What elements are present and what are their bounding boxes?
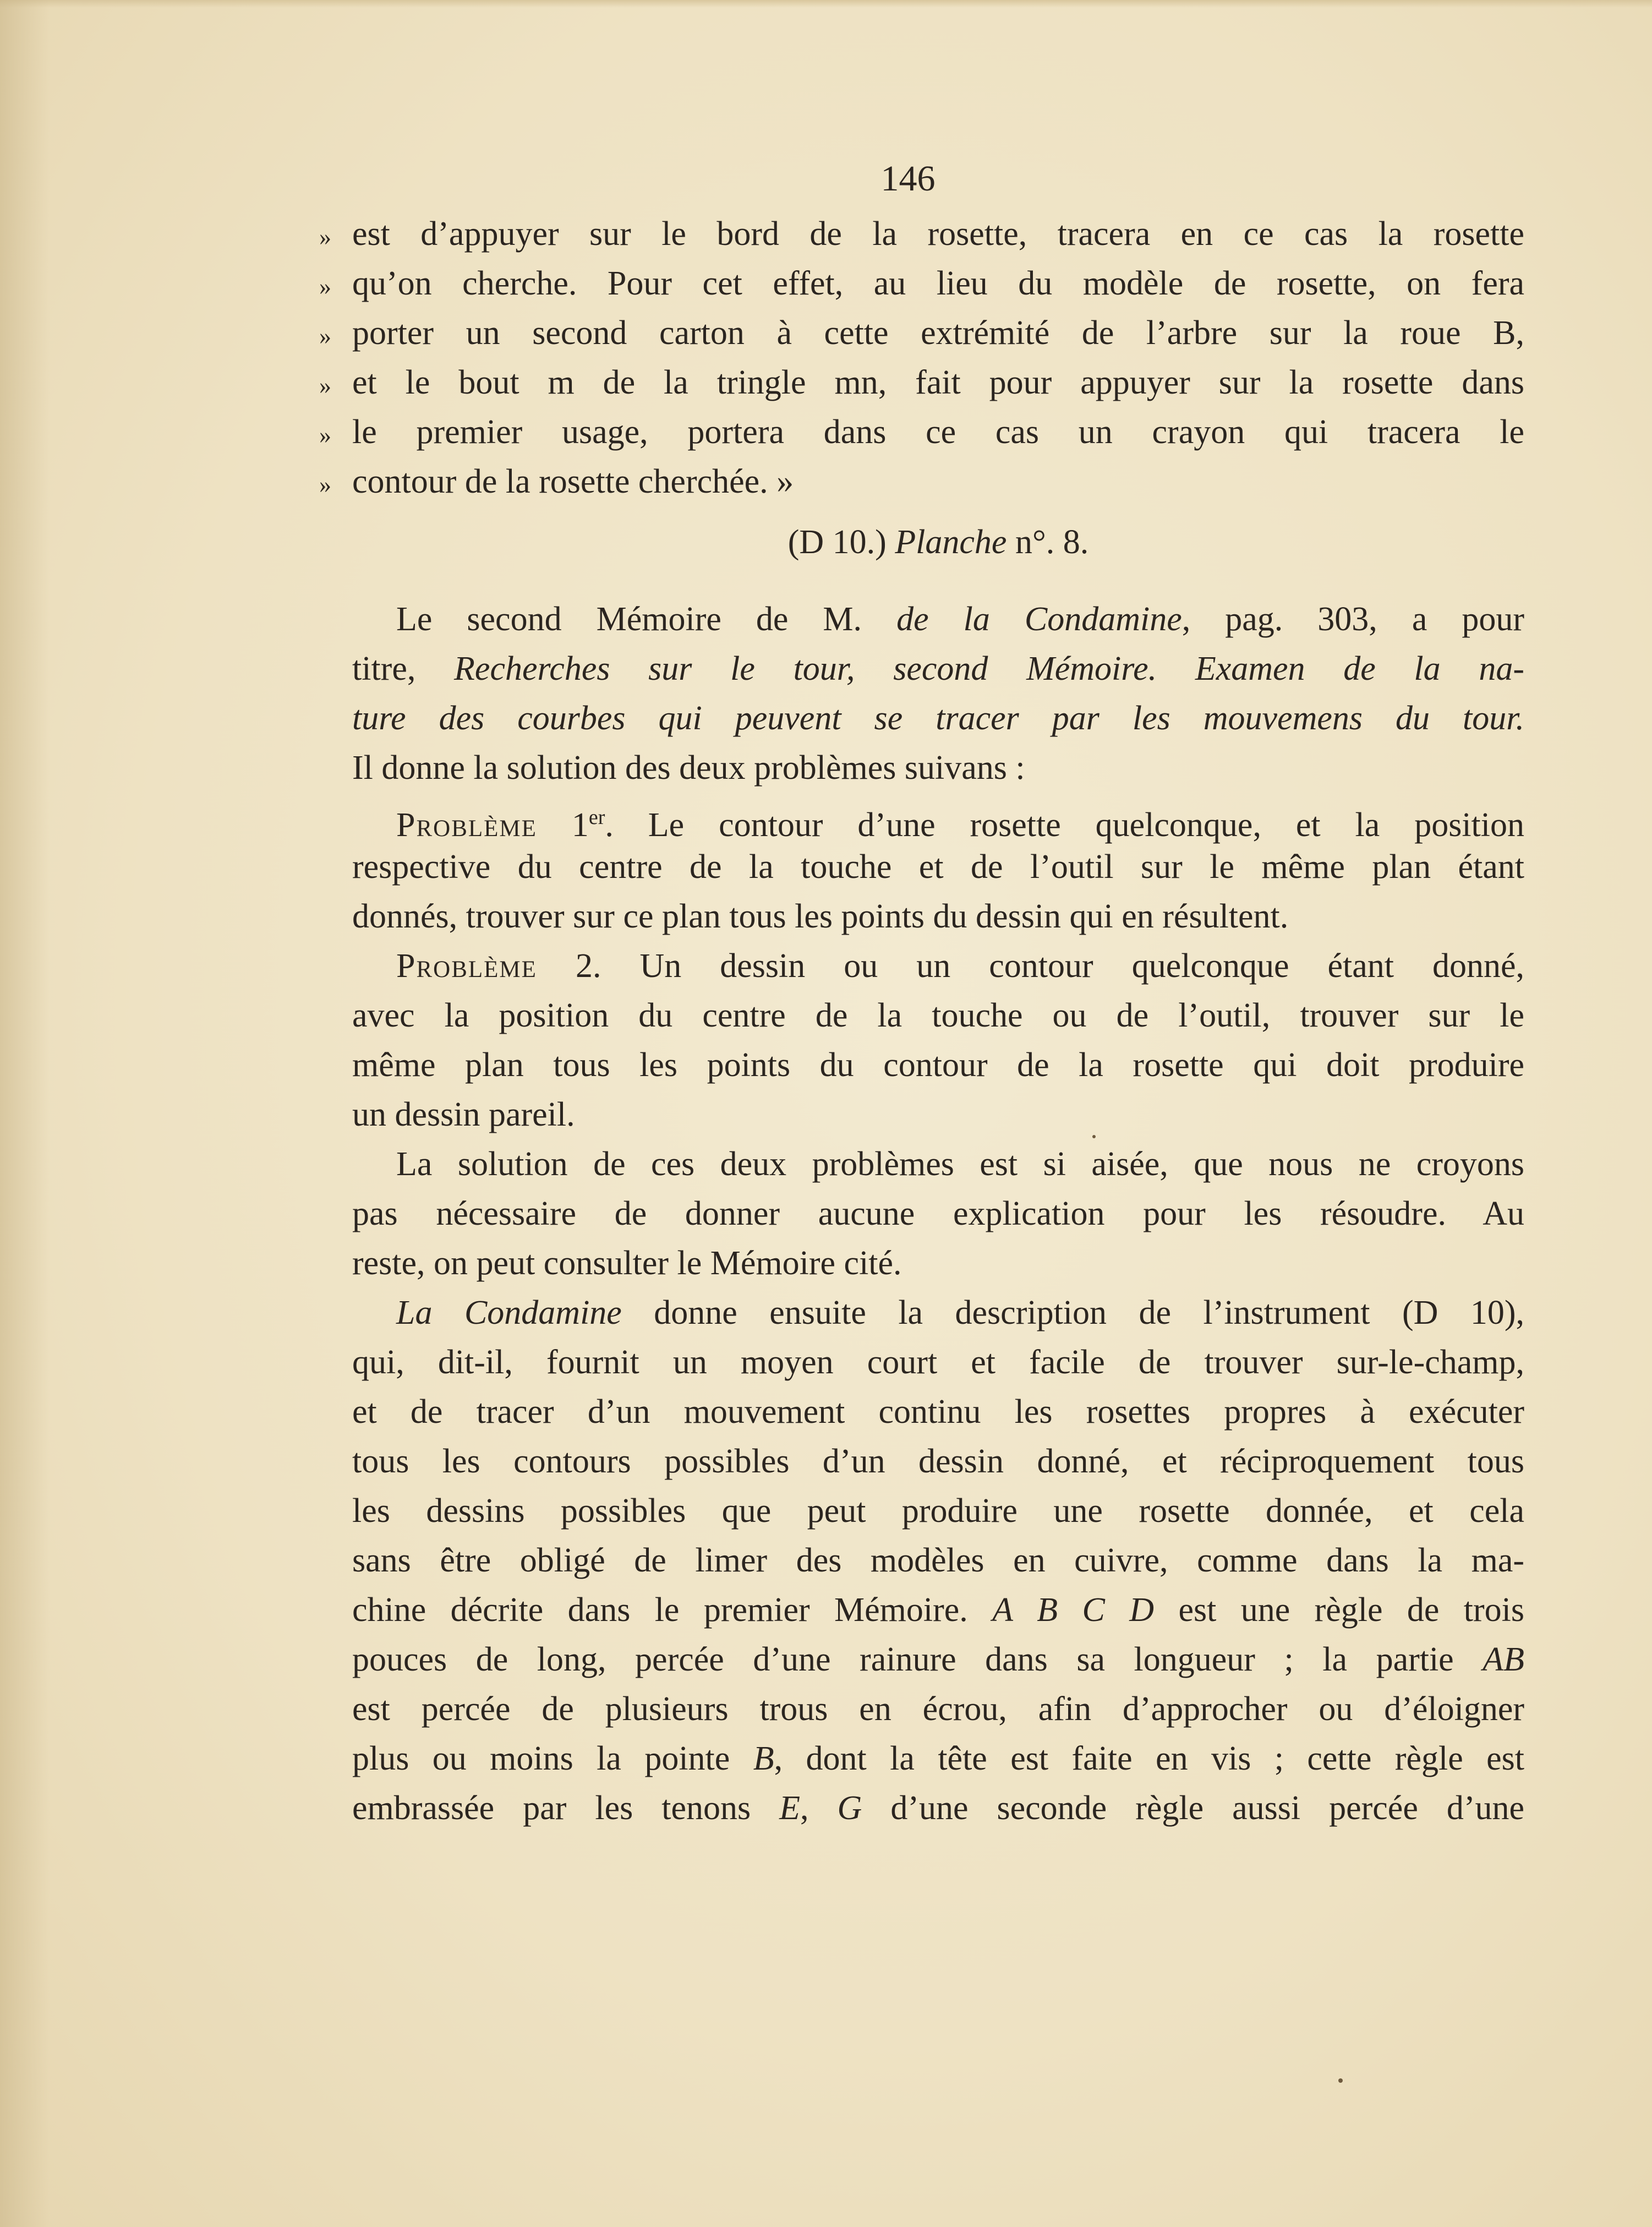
author-name: La Condamine	[396, 1294, 622, 1331]
paragraph-line: La solution de ces deux problèmes est si aisée, que nous ne croyons	[396, 1145, 1524, 1183]
paragraph-line	[352, 1635, 1524, 1684]
paragraph-line: les dessins possibles que peut produire une rosette donnée, et cela	[352, 1492, 1524, 1530]
paragraph-line: reste, on peut consulter le Mémoire cité.	[352, 1244, 902, 1282]
quoted-line-text: contour de la rosette cherchée. »	[352, 463, 794, 500]
problem-number: 1	[571, 806, 589, 844]
quoted-line-text: et le bout m de la tringle mn, fait pour appuyer sur la rosette dans	[352, 364, 1524, 401]
paragraph-line: Il donne la solution des deux problèmes suivans :	[352, 749, 1025, 787]
paper-speck	[1338, 2078, 1343, 2083]
quote-mark: »	[319, 323, 331, 350]
paragraph-line	[352, 1288, 1524, 1338]
quoted-line	[319, 407, 1524, 457]
paragraph-line: pas nécessaire de donner aucune explication pour les résoudre. Au	[352, 1195, 1524, 1232]
problem-1-line: respective du centre de la touche et de l’outil sur le même plan étant	[352, 848, 1524, 886]
figure-label: AB	[1483, 1641, 1525, 1678]
body-text	[319, 209, 1525, 1833]
paragraph-line: et de tracer d’un mouvement continu les rosettes propres à exécuter	[352, 1393, 1524, 1431]
figure-label: E	[779, 1789, 801, 1827]
quote-mark: »	[319, 273, 331, 300]
text-run: chine décrite dans le premier Mémoire.	[352, 1591, 968, 1629]
text-run: plus ou moins la pointe	[352, 1740, 730, 1777]
problem-label: Problème	[396, 947, 537, 985]
quote-mark: »	[319, 223, 331, 250]
text-run: . Le contour d’une rosette quelconque, et la position	[605, 806, 1524, 844]
paragraph-line: ture des courbes qui peuvent se tracer par les mouvemens du tour.	[352, 700, 1524, 737]
text-run: Le second Mémoire de M.	[396, 601, 862, 638]
problem-1-line: donnés, trouver sur ce plan tous les points du dessin qui en résultent.	[352, 898, 1289, 935]
quoted-line-text: qu’on cherche. Pour cet effet, au lieu du modèle de rosette, on fera	[352, 265, 1524, 302]
paper-speck	[1092, 1135, 1096, 1138]
problem-2-line: même plan tous les points du contour de la rosette qui doit produire	[352, 1046, 1524, 1084]
text-run: est une règle de trois	[1178, 1591, 1525, 1629]
heading-plate: Planche	[895, 523, 1007, 561]
quote-mark: »	[319, 422, 331, 449]
quoted-line	[319, 259, 1524, 308]
page-binding-shadow	[0, 0, 50, 2227]
quoted-line-text: le premier usage, portera dans ce cas un crayon qui tracera le	[352, 413, 1524, 451]
paragraph-line: qui, dit-il, fournit un moyen court et facile de trouver sur-le-champ,	[352, 1344, 1524, 1381]
paragraph-line: tous les contours possibles d’un dessin donné, et réciproquement tous	[352, 1443, 1524, 1480]
text-run: 2. Un dessin ou un contour quelconque étant donné,	[575, 947, 1525, 985]
quote-mark: »	[319, 372, 331, 399]
quoted-line-text: porter un second carton à cette extrémité de l’arbre sur la roue B,	[352, 314, 1524, 352]
quoted-line-text: est d’appuyer sur le bord de la rosette, tracera en ce cas la rosette	[352, 215, 1524, 253]
text-run: , pag. 303, a pour	[1181, 601, 1524, 638]
ordinal-superscript: er	[588, 806, 605, 829]
text-run: donne ensuite la description de l’instrument (D 10),	[654, 1294, 1524, 1331]
paragraph-line	[352, 1585, 1524, 1635]
quote-mark: »	[319, 471, 331, 498]
quoted-line	[319, 308, 1524, 358]
problem-2-line	[352, 941, 1524, 991]
paragraph-line	[352, 594, 1524, 644]
paragraph-line: est percée de plusieurs trous en écrou, afin d’approcher ou d’éloigner	[352, 1690, 1524, 1728]
page-top-edge	[0, 0, 1652, 8]
author-name: de la Condamine	[896, 601, 1182, 638]
quoted-line	[319, 209, 1524, 259]
figure-label: A B C D	[992, 1591, 1155, 1629]
text-run: , dont la tête est faite en vis ; cette règle est	[774, 1740, 1525, 1777]
paragraph-line: sans être obligé de limer des modèles en cuivre, comme dans la ma-	[352, 1542, 1524, 1579]
quoted-line	[319, 358, 1524, 407]
figure-label: B	[753, 1740, 774, 1777]
page-number: 146	[880, 159, 936, 199]
paragraph-line	[352, 1783, 1524, 1833]
problem-1-line	[352, 793, 1524, 842]
text-run: embrassée par les tenons	[352, 1789, 751, 1827]
text-run: pouces de long, percée d’une rainure dans sa longueur ; la partie	[352, 1641, 1454, 1678]
problem-label: Problème	[396, 806, 537, 844]
heading-suffix: n°. 8.	[1015, 523, 1089, 561]
heading-prefix: (D 10.)	[787, 523, 887, 561]
section-heading	[352, 512, 1524, 572]
quoted-line	[319, 457, 1524, 506]
problem-2-line: un dessin pareil.	[352, 1096, 575, 1133]
text-run: ,	[800, 1789, 809, 1827]
figure-label: G	[837, 1789, 862, 1827]
paragraph-line	[352, 1734, 1524, 1783]
work-title: Recherches sur le tour, second Mémoire. Examen de la na-	[454, 650, 1524, 687]
text-run: titre,	[352, 650, 416, 687]
paragraph-line	[352, 644, 1524, 694]
text-run: d’une seconde règle aussi percée d’une	[890, 1789, 1525, 1827]
problem-2-line: avec la position du centre de la touche ou de l’outil, trouver sur le	[352, 997, 1524, 1034]
